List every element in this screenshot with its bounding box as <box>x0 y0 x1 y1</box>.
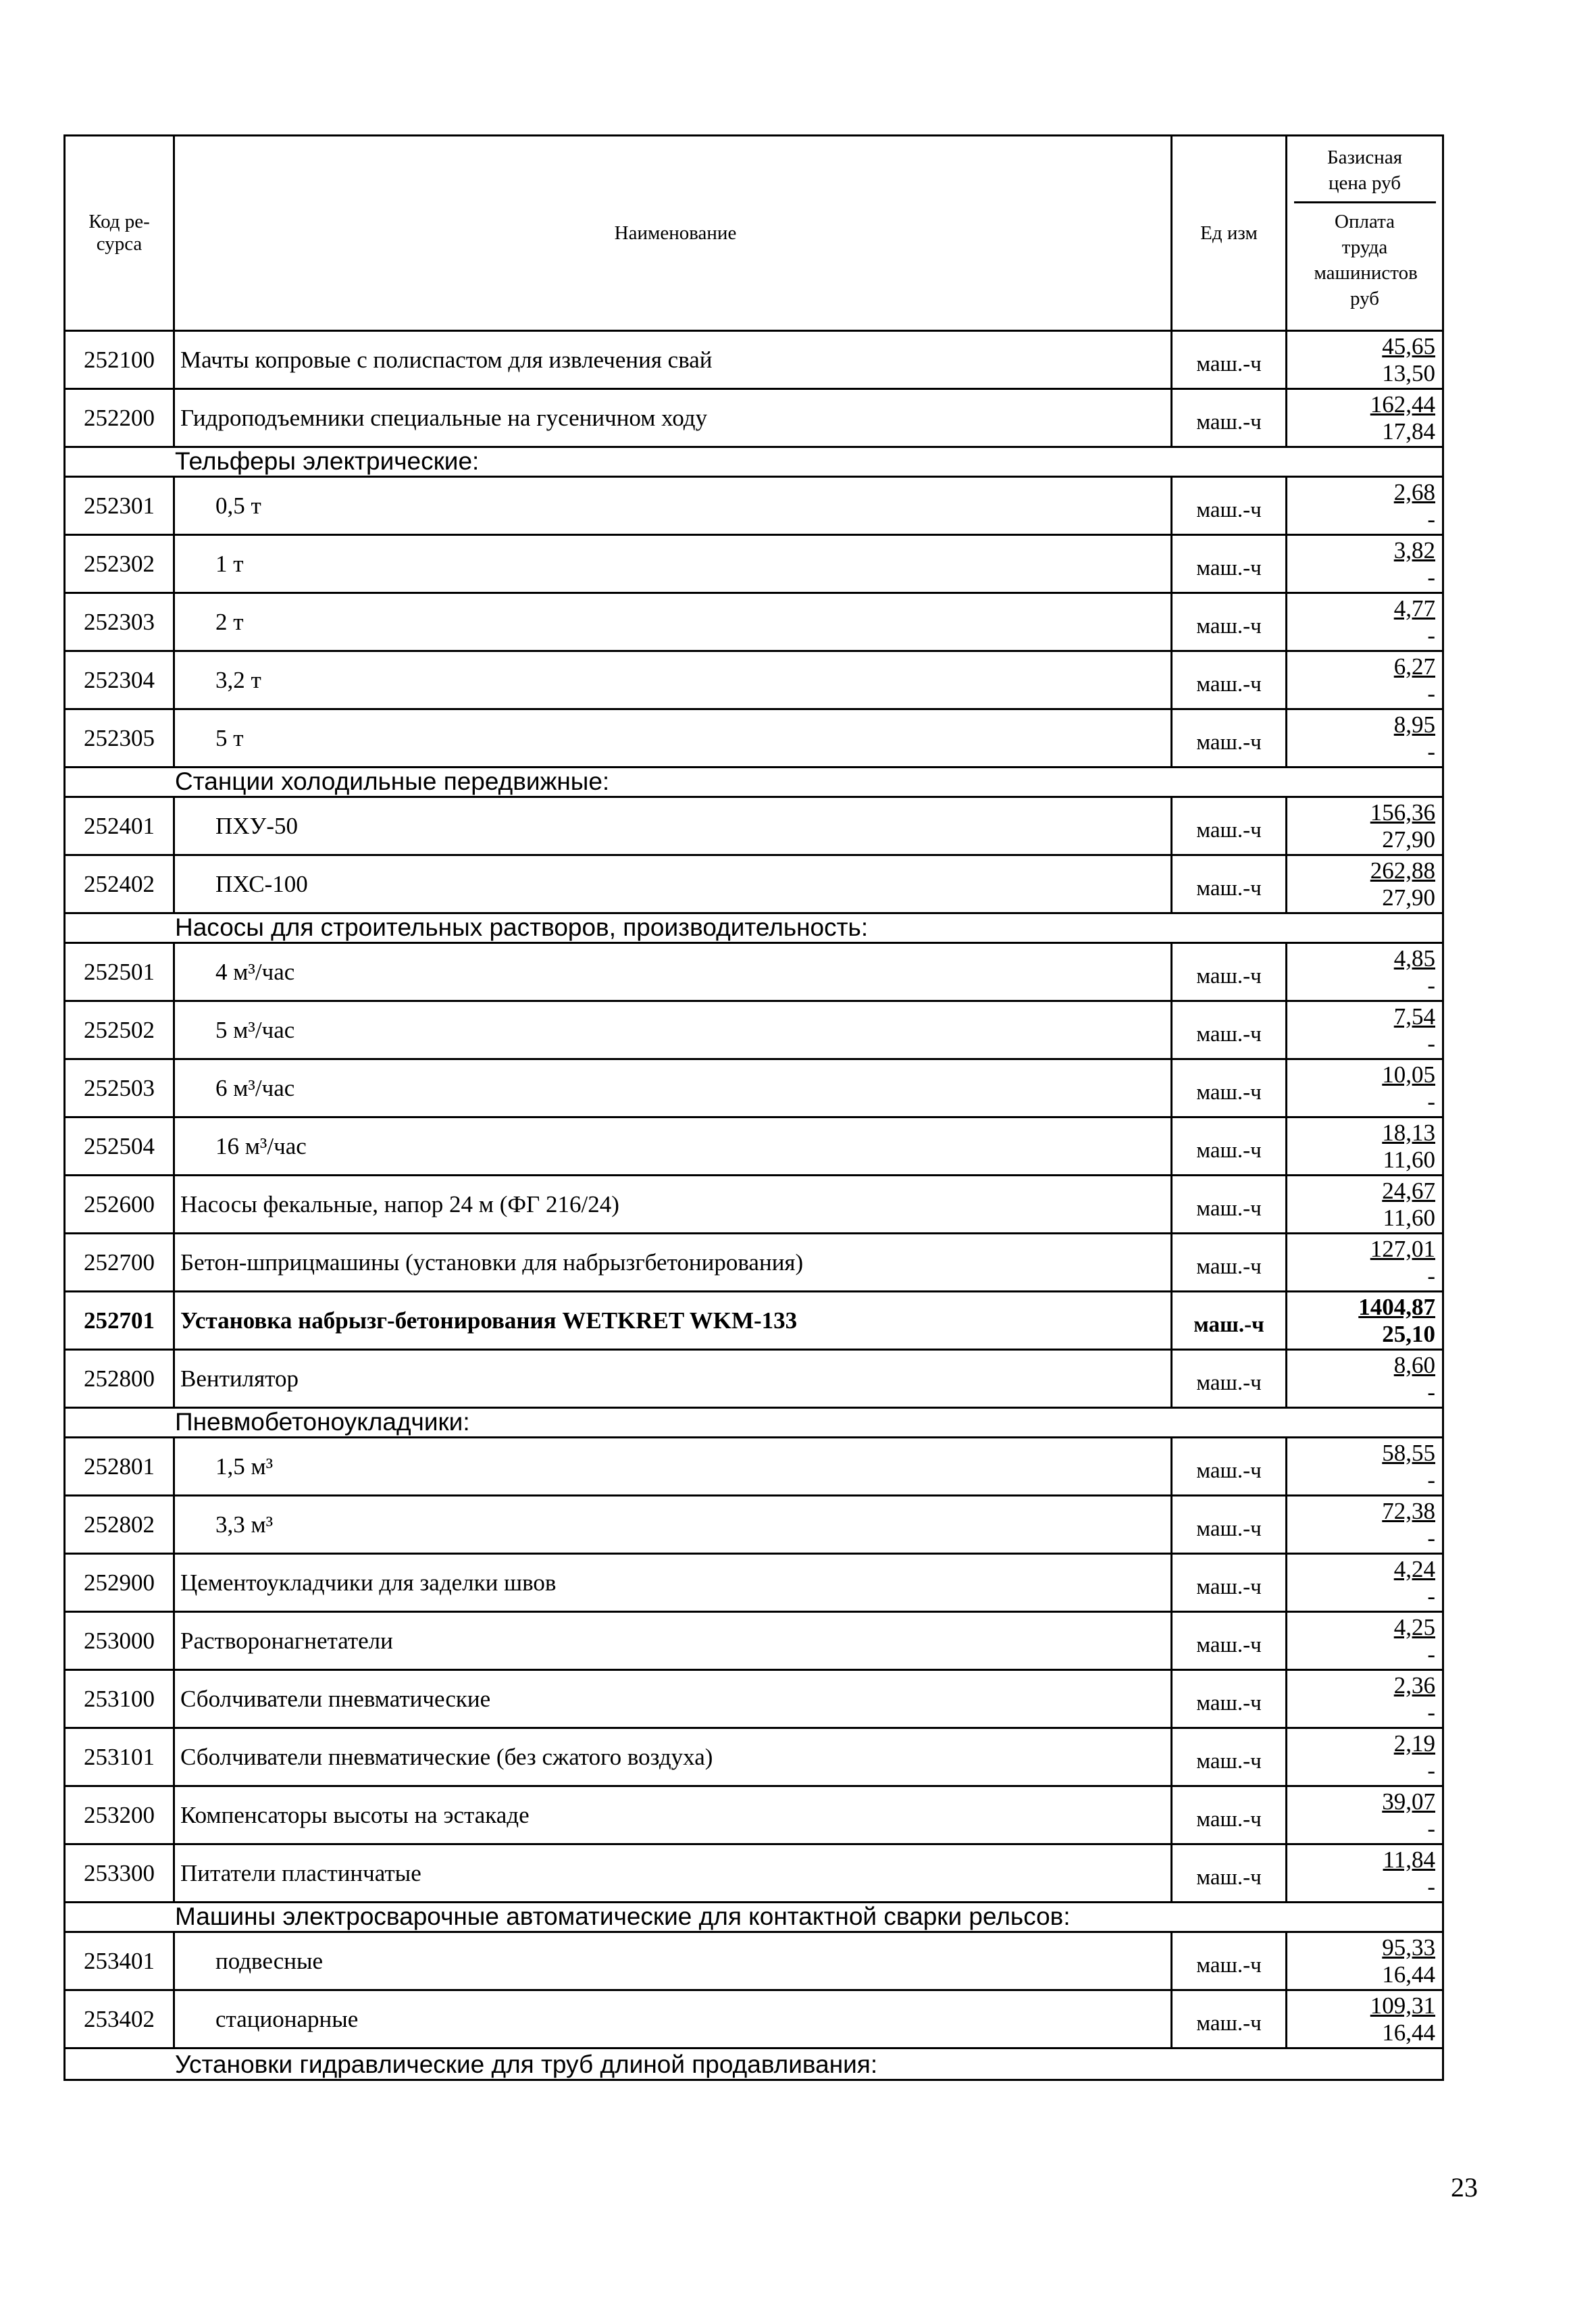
section-title: Тельферы электрические: <box>175 447 480 475</box>
price-cell <box>1287 1787 1442 1843</box>
unit-of-measure: маш.-ч <box>1173 710 1287 766</box>
section-row <box>66 2049 1442 2079</box>
unit-of-measure: маш.-ч <box>1173 1176 1287 1232</box>
table-row <box>66 1118 1442 1176</box>
unit-of-measure: маш.-ч <box>1173 1292 1287 1349</box>
resource-name: Цементоукладчики для заделки швов <box>175 1555 1173 1611</box>
unit-of-measure: маш.-ч <box>1173 1671 1287 1727</box>
resource-name: Бетон-шприцмашины (установки для набрызгбетонирования) <box>175 1234 1173 1290</box>
resource-name: Мачты копровые с полиспастом для извлечения свай <box>175 332 1173 388</box>
unit-of-measure: маш.-ч <box>1173 1787 1287 1843</box>
operator-wage: - <box>1427 563 1435 590</box>
price-cell <box>1287 594 1442 650</box>
base-price: 58,55 <box>1382 1439 1435 1466</box>
operator-wage: 11,60 <box>1383 1146 1435 1173</box>
price-cell <box>1287 1292 1442 1349</box>
resource-name: Питатели пластинчатые <box>175 1845 1173 1901</box>
resource-code: 252302 <box>66 536 175 592</box>
operator-wage: - <box>1427 1030 1435 1057</box>
resource-code: 252305 <box>66 710 175 766</box>
price-cell <box>1287 856 1442 912</box>
table-header <box>66 136 1442 332</box>
unit-of-measure: маш.-ч <box>1173 1351 1287 1407</box>
header-code <box>66 136 175 330</box>
price-cell <box>1287 1991 1442 2047</box>
header-divider <box>1294 201 1436 203</box>
price-cell <box>1287 1002 1442 1058</box>
base-price: 95,33 <box>1382 1934 1435 1961</box>
price-cell <box>1287 1176 1442 1232</box>
resource-name: 3,2 т <box>175 652 1173 708</box>
operator-wage: 16,44 <box>1382 1961 1435 1988</box>
table-row <box>66 1496 1442 1555</box>
table-row <box>66 536 1442 594</box>
section-title: Насосы для строительных растворов, производительность: <box>175 913 869 941</box>
operator-wage: - <box>1427 1466 1435 1493</box>
table-row <box>66 856 1442 914</box>
base-price: 2,36 <box>1393 1671 1435 1699</box>
operator-wage: - <box>1427 1524 1435 1551</box>
resource-name: 5 т <box>175 710 1173 766</box>
table-body <box>66 332 1442 2079</box>
price-cell <box>1287 1118 1442 1174</box>
price-cell <box>1287 1845 1442 1901</box>
resource-name: Насосы фекальные, напор 24 м (ФГ 216/24) <box>175 1176 1173 1232</box>
resource-code: 252900 <box>66 1555 175 1611</box>
operator-wage: 27,90 <box>1382 826 1435 853</box>
section-row <box>66 448 1442 478</box>
unit-of-measure: маш.-ч <box>1173 1496 1287 1553</box>
section-title: Станции холодильные передвижные: <box>175 768 610 795</box>
operator-wage: - <box>1427 1262 1435 1289</box>
base-price: 4,24 <box>1393 1555 1435 1582</box>
operator-wage: - <box>1427 680 1435 707</box>
base-price: 8,95 <box>1393 711 1435 738</box>
price-cell <box>1287 1671 1442 1727</box>
resource-name: 16 м³/час <box>175 1118 1173 1174</box>
resource-name: Установка набрызг-бетонирования WETKRET WKM-133 <box>175 1292 1173 1349</box>
operator-wage: - <box>1427 622 1435 649</box>
resource-name: Гидроподъемники специальные на гусеничном ходу <box>175 390 1173 446</box>
resource-code: 252600 <box>66 1176 175 1232</box>
resource-name: 3,3 м³ <box>175 1496 1173 1553</box>
resource-name: 6 м³/час <box>175 1060 1173 1116</box>
operator-wage: - <box>1427 1699 1435 1726</box>
price-cell <box>1287 1933 1442 1989</box>
base-price: 10,05 <box>1382 1061 1435 1088</box>
table-row <box>66 1234 1442 1292</box>
resource-code: 252501 <box>66 944 175 1000</box>
unit-of-measure: маш.-ч <box>1173 1729 1287 1785</box>
base-price: 2,19 <box>1393 1730 1435 1757</box>
unit-of-measure: маш.-ч <box>1173 1845 1287 1901</box>
price-cell <box>1287 1060 1442 1116</box>
resource-price-table <box>63 134 1444 2081</box>
section-row <box>66 914 1442 944</box>
base-price: 262,88 <box>1370 857 1435 884</box>
resource-code: 253401 <box>66 1933 175 1989</box>
base-price: 127,01 <box>1370 1235 1435 1262</box>
unit-of-measure: маш.-ч <box>1173 856 1287 912</box>
table-row <box>66 1729 1442 1787</box>
resource-code: 252503 <box>66 1060 175 1116</box>
resource-code: 252200 <box>66 390 175 446</box>
price-cell <box>1287 944 1442 1000</box>
unit-of-measure: маш.-ч <box>1173 1118 1287 1174</box>
resource-name: ПХС-100 <box>175 856 1173 912</box>
operator-wage: - <box>1427 1088 1435 1115</box>
unit-of-measure: маш.-ч <box>1173 594 1287 650</box>
unit-of-measure: маш.-ч <box>1173 1933 1287 1989</box>
base-price: 3,82 <box>1393 536 1435 563</box>
section-row <box>66 768 1442 798</box>
base-price: 2,68 <box>1393 478 1435 505</box>
unit-of-measure: маш.-ч <box>1173 1991 1287 2047</box>
base-price: 109,31 <box>1370 1992 1435 2019</box>
unit-of-measure: маш.-ч <box>1173 1002 1287 1058</box>
resource-code: 252304 <box>66 652 175 708</box>
operator-wage: 13,50 <box>1382 359 1435 386</box>
price-cell <box>1287 1438 1442 1494</box>
unit-of-measure: маш.-ч <box>1173 1555 1287 1611</box>
operator-wage: 16,44 <box>1382 2019 1435 2046</box>
unit-of-measure: маш.-ч <box>1173 1234 1287 1290</box>
unit-of-measure: маш.-ч <box>1173 1613 1287 1669</box>
base-price: 72,38 <box>1382 1497 1435 1524</box>
price-cell <box>1287 798 1442 854</box>
table-row <box>66 390 1442 448</box>
table-row <box>66 1292 1442 1351</box>
base-price: 39,07 <box>1382 1788 1435 1815</box>
resource-code: 253200 <box>66 1787 175 1843</box>
resource-code: 252502 <box>66 1002 175 1058</box>
base-price: 4,85 <box>1393 945 1435 972</box>
resource-code: 253100 <box>66 1671 175 1727</box>
operator-wage: - <box>1427 1757 1435 1784</box>
header-price <box>1287 136 1442 330</box>
base-price: 4,25 <box>1393 1613 1435 1640</box>
unit-of-measure: маш.-ч <box>1173 478 1287 534</box>
header-unit: Ед изм <box>1173 136 1287 330</box>
operator-wage: 27,90 <box>1382 884 1435 911</box>
table-row <box>66 798 1442 856</box>
resource-code: 252800 <box>66 1351 175 1407</box>
resource-code: 252401 <box>66 798 175 854</box>
resource-code: 252303 <box>66 594 175 650</box>
resource-name: 1,5 м³ <box>175 1438 1173 1494</box>
resource-code: 252801 <box>66 1438 175 1494</box>
table-row <box>66 1671 1442 1729</box>
resource-name: 5 м³/час <box>175 1002 1173 1058</box>
resource-name: 0,5 т <box>175 478 1173 534</box>
header-name: Наименование <box>175 136 1173 330</box>
price-cell <box>1287 1496 1442 1553</box>
resource-name: 2 т <box>175 594 1173 650</box>
base-price: 8,60 <box>1393 1351 1435 1378</box>
price-cell <box>1287 390 1442 446</box>
page-number: 23 <box>1451 2172 1478 2203</box>
resource-name: Компенсаторы высоты на эстакаде <box>175 1787 1173 1843</box>
resource-name: подвесные <box>175 1933 1173 1989</box>
table-row <box>66 1613 1442 1671</box>
unit-of-measure: маш.-ч <box>1173 798 1287 854</box>
resource-code: 252700 <box>66 1234 175 1290</box>
table-row <box>66 1787 1442 1845</box>
price-cell <box>1287 710 1442 766</box>
price-cell <box>1287 1351 1442 1407</box>
table-row <box>66 710 1442 768</box>
unit-of-measure: маш.-ч <box>1173 536 1287 592</box>
header-price-base: Базисная цена руб <box>1327 147 1403 194</box>
section-row <box>66 1903 1442 1933</box>
operator-wage: 11,60 <box>1383 1204 1435 1231</box>
base-price: 6,27 <box>1393 653 1435 680</box>
operator-wage: - <box>1427 1378 1435 1405</box>
operator-wage: - <box>1427 972 1435 999</box>
price-cell <box>1287 1555 1442 1611</box>
price-cell <box>1287 332 1442 388</box>
header-price-labor: Оплата труда машинистов руб <box>1314 211 1418 309</box>
price-cell <box>1287 652 1442 708</box>
base-price: 45,65 <box>1382 332 1435 359</box>
unit-of-measure: маш.-ч <box>1173 332 1287 388</box>
table-row <box>66 1351 1442 1409</box>
resource-code: 253402 <box>66 1991 175 2047</box>
table-row <box>66 1002 1442 1060</box>
table-row <box>66 1060 1442 1118</box>
price-cell <box>1287 1234 1442 1290</box>
base-price: 11,84 <box>1383 1846 1435 1873</box>
price-cell <box>1287 1613 1442 1669</box>
resource-name: ПХУ-50 <box>175 798 1173 854</box>
resource-name: Вентилятор <box>175 1351 1173 1407</box>
table-row <box>66 1555 1442 1613</box>
resource-code: 252402 <box>66 856 175 912</box>
resource-name: стационарные <box>175 1991 1173 2047</box>
resource-code: 252301 <box>66 478 175 534</box>
unit-of-measure: маш.-ч <box>1173 390 1287 446</box>
resource-code: 252100 <box>66 332 175 388</box>
price-cell <box>1287 1729 1442 1785</box>
operator-wage: - <box>1427 1815 1435 1842</box>
table-row <box>66 1176 1442 1234</box>
resource-name: 1 т <box>175 536 1173 592</box>
base-price: 7,54 <box>1393 1003 1435 1030</box>
resource-code: 253000 <box>66 1613 175 1669</box>
table-row <box>66 1845 1442 1903</box>
table-row <box>66 478 1442 536</box>
header-code-label: Код ре-сурса <box>88 211 150 255</box>
section-title: Машины электросварочные автоматические для контактной сварки рельсов: <box>175 1903 1071 1930</box>
price-cell <box>1287 478 1442 534</box>
table-row <box>66 944 1442 1002</box>
base-price: 1404,87 <box>1358 1293 1435 1320</box>
unit-of-measure: маш.-ч <box>1173 652 1287 708</box>
base-price: 162,44 <box>1370 391 1435 418</box>
resource-name: 4 м³/час <box>175 944 1173 1000</box>
table-row <box>66 1991 1442 2049</box>
unit-of-measure: маш.-ч <box>1173 944 1287 1000</box>
section-title: Пневмобетоноукладчики: <box>175 1408 470 1436</box>
base-price: 24,67 <box>1382 1177 1435 1204</box>
resource-code: 253101 <box>66 1729 175 1785</box>
resource-name: Растворонагнетатели <box>175 1613 1173 1669</box>
table-row <box>66 594 1442 652</box>
section-row <box>66 1409 1442 1438</box>
operator-wage: - <box>1427 738 1435 765</box>
section-title: Установки гидравлические для труб длиной продавливания: <box>175 2051 878 2078</box>
operator-wage: 17,84 <box>1382 418 1435 445</box>
table-row <box>66 332 1442 390</box>
base-price: 156,36 <box>1370 799 1435 826</box>
operator-wage: - <box>1427 1582 1435 1609</box>
base-price: 18,13 <box>1382 1119 1435 1146</box>
operator-wage: - <box>1427 1873 1435 1900</box>
operator-wage: - <box>1427 505 1435 532</box>
resource-code: 252802 <box>66 1496 175 1553</box>
table-row <box>66 1438 1442 1496</box>
base-price: 4,77 <box>1393 595 1435 622</box>
resource-name: Сболчиватели пневматические (без сжатого воздуха) <box>175 1729 1173 1785</box>
unit-of-measure: маш.-ч <box>1173 1438 1287 1494</box>
resource-code: 253300 <box>66 1845 175 1901</box>
resource-code: 252701 <box>66 1292 175 1349</box>
price-cell <box>1287 536 1442 592</box>
table-row <box>66 652 1442 710</box>
operator-wage: - <box>1427 1640 1435 1667</box>
resource-code: 252504 <box>66 1118 175 1174</box>
table-row <box>66 1933 1442 1991</box>
unit-of-measure: маш.-ч <box>1173 1060 1287 1116</box>
resource-name: Сболчиватели пневматические <box>175 1671 1173 1727</box>
operator-wage: 25,10 <box>1382 1320 1435 1347</box>
